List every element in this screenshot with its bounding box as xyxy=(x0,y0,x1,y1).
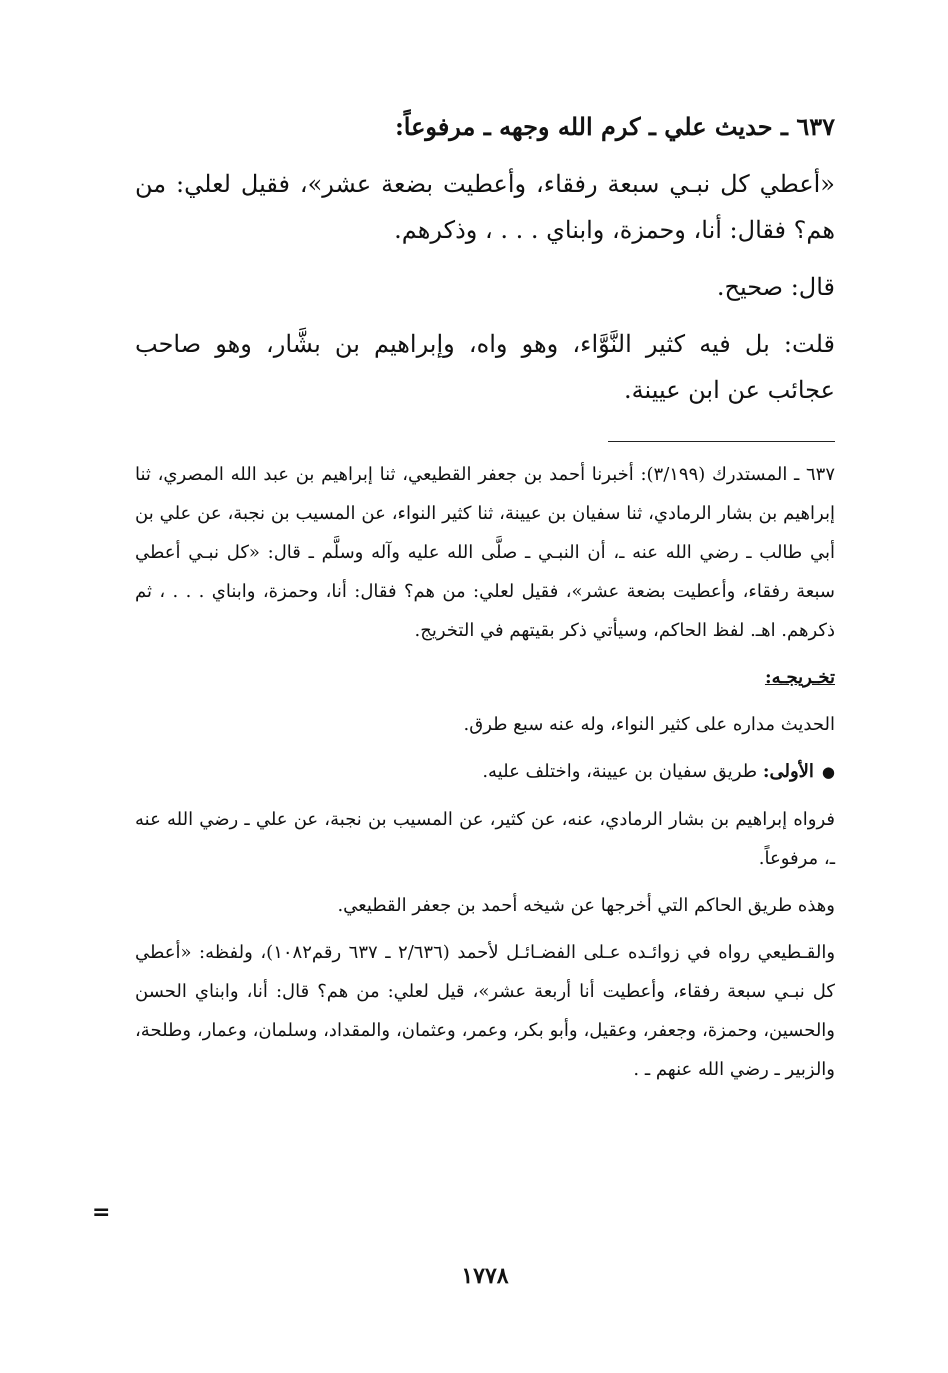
page-number: ١٧٧٨ xyxy=(461,1263,509,1289)
hadith-heading: ٦٣٧ ـ حديث علي ـ كرم الله وجهه ـ مرفوعاً: xyxy=(394,112,835,141)
footnote-mustadrak: ٦٣٧ ـ المستدرك (٣/١٩٩): أخبرنا أحمد بن جعفر القطيعي، ثنا إبراهيم بن عبد الله المصري، ثنا إبراهيم بن بشار الرمادي، ثنا سفيان بن عيينة، ثنا كثير النواء، عن المسيب بن نجبة، عن علي بن أبي طالب ـ رضي الله عنه ـ، أن النبـي ـ صلَّى الله عليه وآله وسلَّم ـ قال: «كل نبـي أعطي سبعة رفقاء، وأعطيت بضعة عشر»، فقيل لعلي: من هم؟ فقال: أنا، وحمزة، وابناي . . . ، ثم ذكرهم. اهـ. لفظ الحاكم، وسيأتي ذكر بقيتهم في التخريج. xyxy=(135,464,835,641)
page-body xyxy=(135,0,835,1373)
first-route xyxy=(135,752,835,792)
continuation-mark: = xyxy=(92,1200,111,1225)
hakim-verdict: قال: صحيح. xyxy=(716,273,835,301)
ramadi-chain: فرواه إبراهيم بن بشار الرمادي، عنه، عن كثير، عن المسيب بن نجبة، عن علي ـ رضي الله عنه ـ، مرفوعاً. xyxy=(135,809,835,869)
hadith-text: «أعطي كل نبـي سبعة رفقاء، وأعطيت بضعة عشر»، فقيل لعلي: من هم؟ فقال: أنا، وحمزة، وابناي . . . ، وذكرهم. xyxy=(135,170,835,244)
first-route-text: طريق سفيان بن عيينة، واختلف عليه. xyxy=(482,761,758,782)
footnote-divider xyxy=(608,441,835,442)
takhrij-title: تخـريجـه: xyxy=(764,667,835,688)
hakim-route: وهذه طريق الحاكم التي أخرجها عن شيخه أحمد بن جعفر القطيعي. xyxy=(337,895,835,916)
footnotes xyxy=(135,455,835,1097)
takhrij-intro: الحديث مداره على كثير النواء، وله عنه سبع طرق. xyxy=(463,714,835,735)
main-text xyxy=(135,104,835,424)
qatii-narration: والقـطيعي رواه في زوائـده عـلى الفضـائـل لأحمد (٢/٦٣٦ ـ ٦٣٧ رقم١٠٨٢)، ولفظه: «أعطي كل نبـي سبعة رفقاء، وأعطيت أنا أربعة عشر»، قيل لعلي: من هم؟ قال: أنا، وابناي الحسن والحسين، وحمزة، وجعفر، وعقيل، وأبو بكر، وعمر، وعثمان، والمقداد، وسلمان، وعمار، وطلحة، والزبير ـ رضي الله عنهم ـ . xyxy=(135,942,836,1080)
first-route-label: الأولى: xyxy=(762,761,814,782)
dhahabi-comment: قلت: بل فيه كثير النَّوَّاء، وهو واه، وإبراهيم بن بشَّار، وهو صاحب عجائب عن ابن عيينة. xyxy=(135,330,835,404)
bullet-icon: ● xyxy=(821,763,835,781)
